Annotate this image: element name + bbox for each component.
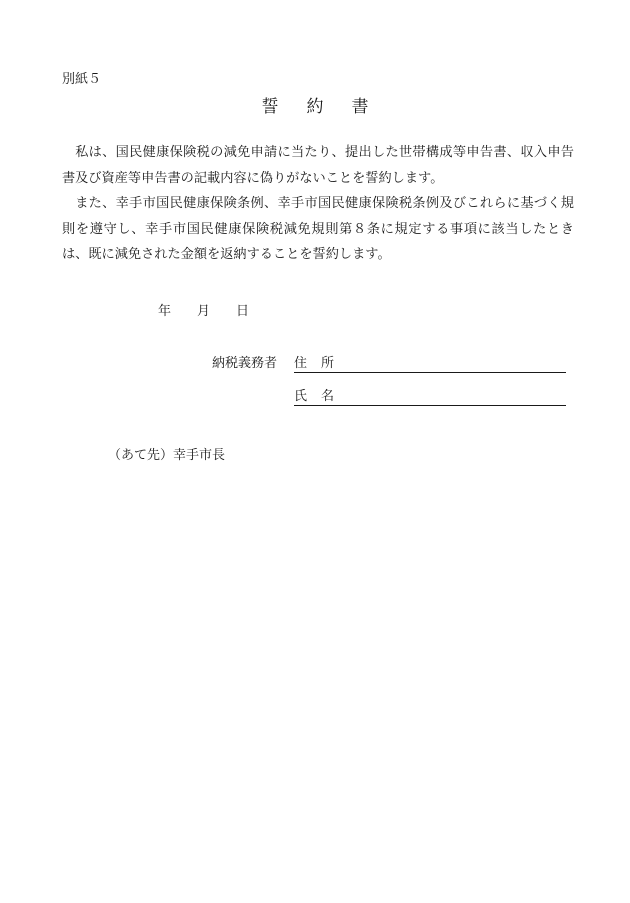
name-field[interactable]: [294, 385, 566, 406]
date-year-label: 年: [158, 304, 172, 319]
date-month-label: 月: [197, 304, 211, 319]
date-line: [158, 300, 249, 319]
taxpayer-label: 納税義務者: [212, 356, 278, 371]
name-label: 氏 名: [294, 389, 335, 404]
document-title: 誓約書: [261, 97, 397, 117]
addressee-line: （あて先）幸手市長: [108, 448, 226, 463]
date-day-label: 日: [236, 304, 250, 319]
pledge-paragraph-1: 私は、国民健康保険税の減免申請に当たり、提出した世帯構成等申告書、収入申告書及び資産等申告書の記載内容に偽りがないことを誓約します。: [62, 145, 574, 186]
attachment-label: 別紙５: [62, 72, 102, 87]
pledge-paragraph-2: また、幸手市国民健康保険条例、幸手市国民健康保険税条例及びこれらに基づく規則を遵守し、幸手市国民健康保険税減免規則第８条に規定する事項に該当したときは、既に減免された金額を返納することを誓約します。: [62, 196, 574, 262]
address-field[interactable]: [294, 352, 566, 373]
address-label: 住 所: [294, 356, 335, 371]
pledge-body: [62, 140, 574, 268]
